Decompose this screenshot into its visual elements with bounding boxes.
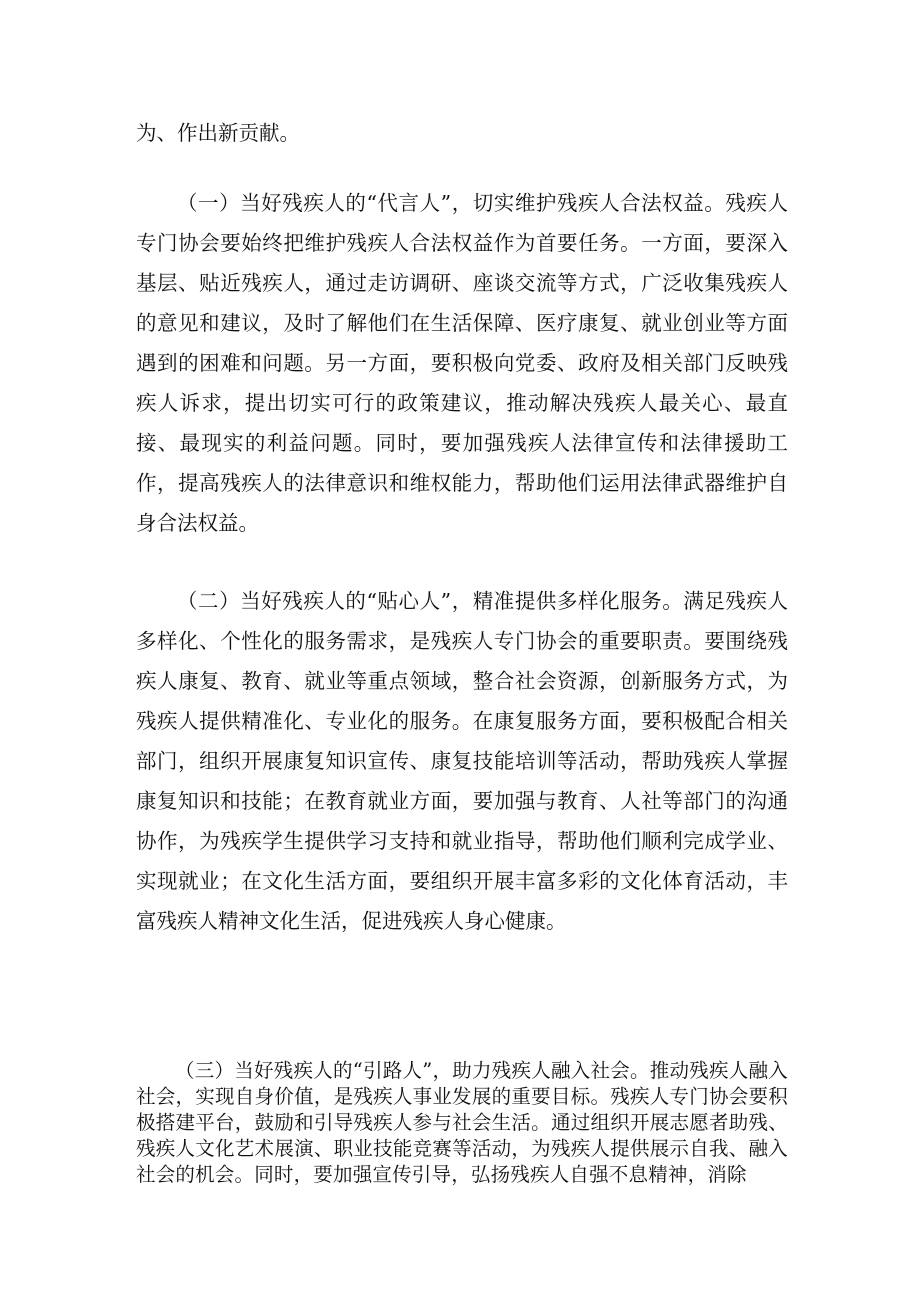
paragraph-section-3: （三）当好残疾人的“引路人”，助力残疾人融入社会。推动残疾人融入社会，实现自身价值，是残疾人事业发展的重要目标。残疾人专门协会要积极搭建平台，鼓励和引导残疾人参与社会生活。通过组织开展志愿者助残、残疾人文化艺术展演、职业技能竞赛等活动，为残疾人提供展示自我、融入社会的机会。同时，要加强宣传引导，弘扬残疾人自强不息精神，消除 — [136, 1059, 788, 1186]
paragraph-section-2: （二）当好残疾人的“贴心人”，精准提供多样化服务。满足残疾人多样化、个性化的服务需求，是残疾人专门协会的重要职责。要围绕残疾人康复、教育、就业等重点领域，整合社会资源，创新服务方式，为残疾人提供精准化、专业化的服务。在康复服务方面，要积极配合相关部门，组织开展康复知识宣传、康复技能培训等活动，帮助残疾人掌握康复知识和技能；在教育就业方面，要加强与教育、人社等部门的沟通协作，为残疾学生提供学习支持和就业指导，帮助他们顺利完成学业、实现就业；在文化生活方面，要组织开展丰富多彩的文化体育活动，丰富残疾人精神文化生活，促进残疾人身心健康。 — [136, 589, 788, 933]
paragraph-section-1: （一）当好残疾人的“代言人”，切实维护残疾人合法权益。残疾人专门协会要始终把维护残疾人合法权益作为首要任务。一方面，要深入基层、贴近残疾人，通过走访调研、座谈交流等方式，广泛收集残疾人的意见和建议，及时了解他们在生活保障、医疗康复、就业创业等方面遇到的困难和问题。另一方面，要积极向党委、政府及相关部门反映残疾人诉求，提出切实可行的政策建议，推动解决残疾人最关心、最直接、最现实的利益问题。同时，要加强残疾人法律宣传和法律援助工作，提高残疾人的法律意识和维权能力，帮助他们运用法律武器维护自身合法权益。 — [136, 191, 788, 535]
paragraph-continuation: 为、作出新贡献。 — [136, 121, 300, 145]
